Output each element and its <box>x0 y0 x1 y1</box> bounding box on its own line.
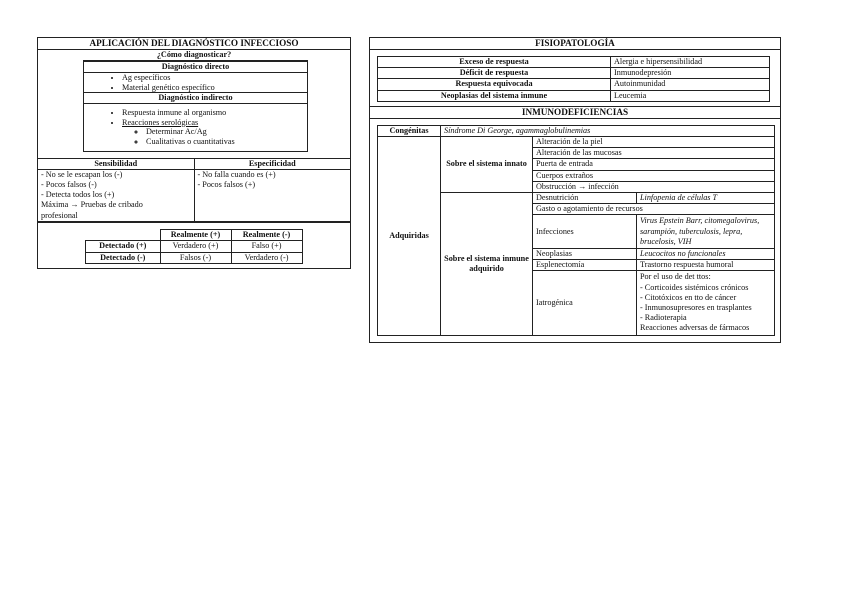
true-positive-cell: Verdadero (+) <box>160 241 231 253</box>
adaptive-item: Gasto o agotamiento de recursos <box>533 204 775 215</box>
adaptive-detail: Trastorno respuesta humoral <box>637 260 775 271</box>
adaptive-item: Esplenectomía <box>533 260 637 271</box>
congenital-value: Síndrome Di George, agammaglobulinemias <box>441 125 775 136</box>
list-item: • Material genético específico <box>122 83 307 93</box>
fisio-label: Déficit de respuesta <box>378 68 611 79</box>
physiopathology-title: FISIOPATOLOGÍA <box>370 38 780 50</box>
table-row <box>378 90 770 101</box>
false-positive-cell: Falso (+) <box>231 241 302 253</box>
fisio-label: Respuesta equivocada <box>378 79 611 90</box>
sensitivity-line: - Detecta todos los (+) <box>41 190 115 200</box>
fisio-label: Exceso de respuesta <box>378 57 611 68</box>
adaptive-item: Desnutrición <box>533 193 637 204</box>
indirect-diagnosis-list <box>84 108 307 146</box>
iatrogenic-line: - Radioterapia <box>640 313 687 323</box>
innate-item: Alteración de las mucosas <box>533 148 775 159</box>
table-row <box>378 137 775 148</box>
diagnostic-subtitle: ¿Cómo diagnosticar? <box>156 50 232 59</box>
physiopathology-panel <box>369 37 781 343</box>
adaptive-item: Neoplasias <box>533 249 637 260</box>
specificity-line: - No falla cuando es (+) <box>197 169 276 179</box>
fisio-value: Alergia e hipersensibilidad <box>611 57 770 68</box>
direct-diagnosis-list <box>84 73 307 92</box>
sensitivity-line: - Pocos falsos (-) <box>41 179 97 189</box>
iatrogenic-line: Reacciones adversas de fármacos <box>640 323 750 333</box>
adaptive-item: Iatrogénica <box>533 271 637 335</box>
actual-negative-header: Realmente (-) <box>231 229 302 241</box>
sensitivity-line: - No se le escapan los (-) <box>41 169 123 179</box>
serological-sublist <box>122 127 307 146</box>
iatrogenic-line: - Inmunosupresores en trasplantes <box>640 303 752 313</box>
adaptive-detail: Leucocitos no funcionales <box>637 249 775 260</box>
confusion-table <box>85 229 303 265</box>
table-row <box>378 57 770 68</box>
innate-item: Obstrucción → infección <box>533 181 775 192</box>
fisio-label: Neoplasias del sistema inmune <box>378 90 611 101</box>
diagnostic-title: APLICACIÓN DEL DIAGNÓSTICO INFECCIOSO <box>38 38 350 50</box>
adaptive-item: Infecciones <box>533 215 637 249</box>
innate-item: Puerta de entrada <box>533 159 775 170</box>
iatrogenic-line: Por el uso de det ttos: <box>640 272 711 282</box>
innate-item: Cuerpos extraños <box>533 170 775 181</box>
fisio-value: Inmunodepresión <box>611 68 770 79</box>
adaptive-detail <box>637 271 775 335</box>
serological-reactions: Reacciones serológicas <box>122 117 199 127</box>
sensitivity-specificity-table <box>38 158 350 222</box>
detected-positive-label: Detectado (+) <box>86 241 161 253</box>
list-item <box>122 118 307 147</box>
table-row <box>378 125 775 136</box>
diagnostic-panel <box>37 37 351 269</box>
true-negative-cell: Verdadero (-) <box>231 252 302 264</box>
specificity-header: Especificidad <box>194 158 350 169</box>
diagnosis-types-box <box>83 60 308 152</box>
list-item: • Ag específicos <box>122 73 307 83</box>
immunodeficiencies-title: INMUNODEFICIENCIAS <box>370 106 780 119</box>
direct-diagnosis-title: Diagnóstico directo <box>84 61 307 73</box>
iatrogenic-line: - Citotóxicos en tto de cáncer <box>640 292 737 302</box>
acquired-label: Adquiridas <box>378 137 441 336</box>
list-item: ◦ Cualitativas o cuantitativas <box>146 137 307 147</box>
sensitivity-line: Máxima → Pruebas de cribado profesional <box>41 200 143 220</box>
sensitivity-header: Sensibilidad <box>38 158 194 169</box>
list-item: ◦ Determinar Ac/Ag <box>146 127 307 137</box>
actual-positive-header: Realmente (+) <box>160 229 231 241</box>
innate-item: Alteración de la piel <box>533 137 775 148</box>
specificity-line: - Pocos falsos (+) <box>197 179 256 189</box>
false-negative-cell: Falsos (-) <box>160 252 231 264</box>
detected-negative-label: Detectado (-) <box>86 252 161 264</box>
innate-system-label: Sobre el sistema innato <box>441 137 533 193</box>
iatrogenic-line: - Corticoides sistémicos crónicos <box>640 282 749 292</box>
immunodeficiencies-table <box>377 125 775 336</box>
table-row <box>378 68 770 79</box>
physiopathology-table <box>377 56 770 102</box>
adaptive-system-label: Sobre el sistema inmune adquirido <box>441 193 533 336</box>
table-row <box>378 79 770 90</box>
congenital-label: Congénitas <box>378 125 441 136</box>
fisio-value: Autoinmunidad <box>611 79 770 90</box>
list-item: • Respuesta inmune al organismo <box>122 108 307 118</box>
adaptive-detail: Linfopenia de células T <box>637 193 775 204</box>
fisio-value: Leucemia <box>611 90 770 101</box>
indirect-diagnosis-title: Diagnóstico indirecto <box>84 92 307 104</box>
adaptive-detail: Virus Epstein Barr, citomegalovirus, sarampión, tuberculosis, lepra, brucelosis, VIH <box>637 215 775 249</box>
